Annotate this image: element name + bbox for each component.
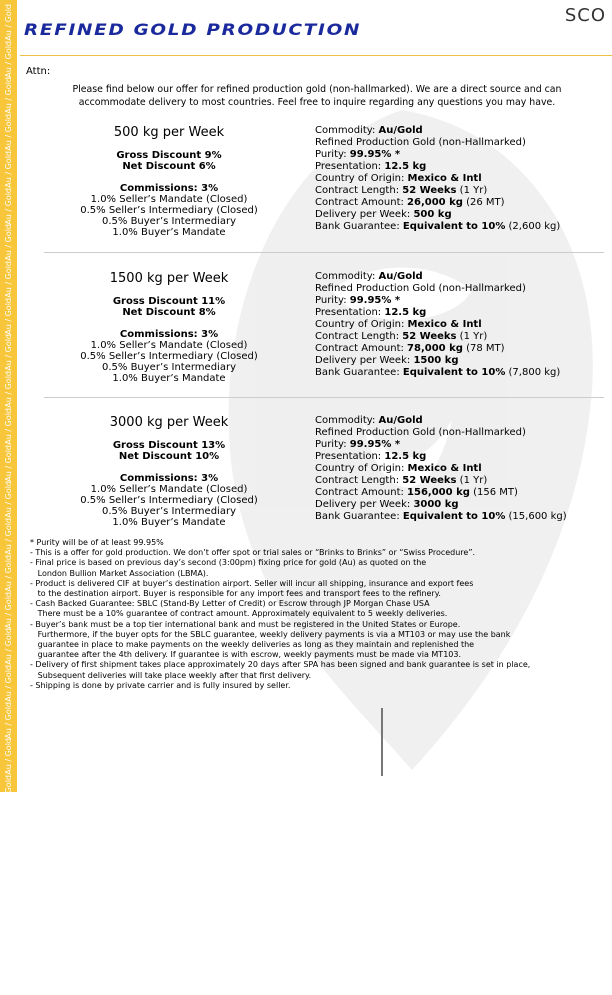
contract-amount-row xyxy=(315,343,610,355)
net-discount: Net Discount 8% xyxy=(122,307,216,318)
field-value: 12.5 kg xyxy=(384,161,427,172)
commission-line: 0.5% Seller’s Intermediary (Closed) xyxy=(80,495,258,506)
sidebar-label: Au / Gold xyxy=(4,701,13,739)
field-label: Bank Guarantee: xyxy=(315,367,403,378)
sidebar-label: Au / Gold xyxy=(4,77,13,115)
field-label: Purity: xyxy=(315,149,350,160)
delivery-row xyxy=(315,499,610,511)
note-line: - Product is delivered CIF at buyer’s destination airport. Seller will incur all shipping, insurance and export fees xyxy=(30,578,474,588)
attn-label: Attn: xyxy=(26,66,51,77)
delivery-row xyxy=(315,209,610,221)
contract-amount-row xyxy=(315,197,610,209)
note-line: London Bullion Market Association (LBMA). xyxy=(30,568,209,578)
field-value: 26,000 kg xyxy=(407,197,463,208)
sidebar-label: Au / Gold xyxy=(4,297,13,335)
field-value: Equivalent to 10% xyxy=(402,367,506,378)
field-label: Delivery per Week: xyxy=(315,499,414,510)
presentation-row xyxy=(315,161,610,173)
field-value: 12.5 kg xyxy=(384,451,427,462)
field-value: 52 Weeks xyxy=(402,331,457,342)
note-line: - Buyer’s bank must be a top tier international bank and must be registered in the United States or Europe. xyxy=(30,619,461,629)
commissions-heading: Commissions: 3% xyxy=(119,473,219,484)
title-rule xyxy=(20,55,612,56)
field-label: Contract Amount: xyxy=(315,487,408,498)
sidebar-label: Au / Gold xyxy=(4,224,13,262)
field-label: Presentation: xyxy=(315,307,385,318)
sidebar-label: Au / Gold xyxy=(4,114,13,151)
field-label: Contract Amount: xyxy=(315,197,408,208)
contract-amount-row xyxy=(315,487,610,499)
commission-line: 0.5% Buyer’s Intermediary xyxy=(101,362,236,373)
net-discount: Net Discount 10% xyxy=(118,451,220,462)
field-value: 52 Weeks xyxy=(402,475,457,486)
terms-notes xyxy=(30,538,610,691)
intro-line: Please find below our offer for refined production gold (non-hallmarked). We are a direct source and can xyxy=(72,84,562,95)
product-row: Refined Production Gold (non-Hallmarked) xyxy=(315,283,526,294)
field-label: Commodity: xyxy=(315,415,379,426)
product-row: Refined Production Gold (non-Hallmarked) xyxy=(315,137,526,148)
commission-line: 0.5% Buyer’s Intermediary xyxy=(101,216,236,227)
commission-line: 1.0% Buyer’s Mandate xyxy=(112,227,226,238)
guarantee-row xyxy=(315,367,610,379)
field-value: 78,000 kg xyxy=(407,343,463,354)
commission-line: 0.5% Buyer’s Intermediary xyxy=(101,506,236,517)
purity-row xyxy=(315,295,610,307)
offer-details xyxy=(315,271,610,379)
contract-length-row xyxy=(315,475,610,487)
field-value: 156,000 kg xyxy=(407,487,470,498)
field-label: Bank Guarantee: xyxy=(315,511,403,522)
guarantee-row xyxy=(315,511,610,523)
page-title: REFINED GOLD PRODUCTION xyxy=(24,20,362,39)
field-value: Equivalent to 10% xyxy=(402,511,506,522)
note-line: - This is a offer for gold production. We don’t offer spot or trial sales or “Brinks to Brinks” or “Swiss Procedure”. xyxy=(30,548,476,558)
net-discount: Net Discount 6% xyxy=(122,161,216,172)
origin-row xyxy=(315,463,610,475)
commission-line: 1.0% Seller’s Mandate (Closed) xyxy=(90,340,248,351)
origin-row xyxy=(315,173,610,185)
field-extra: (1 Yr) xyxy=(456,331,488,342)
note-line: Furthermore, if the buyer opts for the SBLC guarantee, weekly delivery payments is via a MT103 or may use the bank xyxy=(30,629,511,639)
offer-summary xyxy=(24,270,314,384)
field-value: Mexico & Intl xyxy=(407,319,482,330)
sidebar-label: Au / Gold xyxy=(4,848,13,886)
field-label: Presentation: xyxy=(315,161,385,172)
contract-length-row xyxy=(315,185,610,197)
presentation-row xyxy=(315,307,610,319)
commission-line: 0.5% Seller’s Intermediary (Closed) xyxy=(80,205,258,216)
commodity-row xyxy=(315,415,610,427)
field-label: Purity: xyxy=(315,439,350,450)
note-line: - Shipping is done by private carrier and is fully insured by seller. xyxy=(30,680,291,690)
sidebar-label: Au / Gold xyxy=(4,261,13,298)
field-label: Country of Origin: xyxy=(315,463,408,474)
field-value: 99.95% * xyxy=(349,295,401,306)
field-extra: (78 MT) xyxy=(462,343,505,354)
guarantee-row xyxy=(315,221,610,233)
sidebar-label: Au / Gold xyxy=(4,334,13,372)
offer-heading: 3000 kg per Week xyxy=(109,415,229,430)
purity-row xyxy=(315,149,610,161)
note-line: - Final price is based on previous day’s second (3:00pm) fixing price for gold (Au) as quoted on the xyxy=(30,558,427,568)
commissions-heading: Commissions: 3% xyxy=(119,329,219,340)
field-extra: (15,600 kg) xyxy=(505,511,567,522)
sidebar-label: Au / Gold xyxy=(4,664,13,702)
commissions-heading: Commissions: 3% xyxy=(119,183,219,194)
purity-row xyxy=(315,439,610,451)
note-line: to the destination airport. Buyer is responsible for any import fees and transport fees to the refinery. xyxy=(30,589,441,599)
field-label: Contract Length: xyxy=(315,185,403,196)
delivery-row xyxy=(315,355,610,367)
field-extra: (1 Yr) xyxy=(456,475,488,486)
commission-line: 0.5% Seller’s Intermediary (Closed) xyxy=(80,351,258,362)
field-value: Au/Gold xyxy=(378,125,423,136)
sidebar-label: Au / Gold xyxy=(4,958,13,995)
sidebar-label: Au / Gold xyxy=(4,591,13,629)
field-extra: (26 MT) xyxy=(462,197,505,208)
sidebar-label: Au / Gold xyxy=(4,628,13,665)
sidebar-label: Au / Gold xyxy=(4,811,13,849)
offer-summary xyxy=(24,414,314,528)
field-value: Au/Gold xyxy=(378,415,423,426)
field-value: Au/Gold xyxy=(378,271,423,282)
note-line: There must be a 10% guarantee of contract amount. Approximately equivalent to 5 weekly deliveries. xyxy=(30,609,448,619)
field-label: Country of Origin: xyxy=(315,319,408,330)
section-divider xyxy=(44,397,604,398)
field-label: Commodity: xyxy=(315,125,379,136)
intro-line: accommodate delivery to most countries. Feel free to inquire regarding any questions you may have. xyxy=(78,97,556,108)
product-row: Refined Production Gold (non-Hallmarked) xyxy=(315,427,526,438)
field-label: Presentation: xyxy=(315,451,385,462)
offer-heading: 1500 kg per Week xyxy=(109,271,229,286)
field-value: 52 Weeks xyxy=(402,185,457,196)
field-label: Delivery per Week: xyxy=(315,355,414,366)
sidebar-label: Au / Gold xyxy=(4,371,13,408)
bottom-divider xyxy=(381,708,383,776)
field-value: 1500 kg xyxy=(413,355,459,366)
note-line: Subsequent deliveries will take place weekly after that first delivery. xyxy=(30,670,312,680)
sidebar-label: Au / Gold xyxy=(4,407,13,445)
field-label: Delivery per Week: xyxy=(315,209,414,220)
field-extra: (7,800 kg) xyxy=(505,367,561,378)
brand-logo-text: SCO xyxy=(564,5,606,26)
field-value: Mexico & Intl xyxy=(407,463,482,474)
field-label: Bank Guarantee: xyxy=(315,221,403,232)
sidebar-strip xyxy=(0,0,17,995)
sidebar-label: Au / Gold xyxy=(4,187,13,225)
field-value: Mexico & Intl xyxy=(407,173,482,184)
contract-length-row xyxy=(315,331,610,343)
field-value: 12.5 kg xyxy=(384,307,427,318)
note-line: guarantee in place to make payments on the weekly deliveries as long as they maintain and replenished the xyxy=(30,640,475,650)
field-extra: (156 MT) xyxy=(469,487,518,498)
field-value: 3000 kg xyxy=(413,499,459,510)
note-line: * Purity will be of at least 99.95% xyxy=(30,538,164,547)
offer-details xyxy=(315,415,610,523)
field-value: Equivalent to 10% xyxy=(402,221,506,232)
offer-details xyxy=(315,125,610,233)
field-label: Commodity: xyxy=(315,271,379,282)
sidebar-label: Au / Gold xyxy=(4,518,13,555)
sidebar-labels xyxy=(2,0,15,995)
note-line: guarantee after the 4th delivery. If guarantee is with escrow, weekly payments must be made via MT103. xyxy=(30,650,462,660)
sidebar-label: Au / Gold xyxy=(4,40,13,78)
sidebar-label: Au / Gold xyxy=(4,444,13,482)
gross-discount: Gross Discount 13% xyxy=(112,440,226,451)
field-label: Country of Origin: xyxy=(315,173,408,184)
gross-discount: Gross Discount 11% xyxy=(112,296,226,307)
commission-line: 1.0% Seller’s Mandate (Closed) xyxy=(90,484,248,495)
sidebar-label: Au / Gold xyxy=(4,481,13,519)
sidebar-label: Au / Gold xyxy=(4,150,13,188)
field-label: Contract Length: xyxy=(315,331,403,342)
offer-heading: 500 kg per Week xyxy=(113,125,225,140)
field-extra: (1 Yr) xyxy=(456,185,488,196)
field-label: Contract Length: xyxy=(315,475,403,486)
field-value: 99.95% * xyxy=(349,439,401,450)
note-line: - Delivery of first shipment takes place approximately 20 days after SPA has been signed and bank guarantee is set in place, xyxy=(30,660,531,670)
commodity-row xyxy=(315,271,610,283)
sidebar-label: Au / Gold xyxy=(4,554,13,592)
gross-discount: Gross Discount 9% xyxy=(116,150,222,161)
field-label: Contract Amount: xyxy=(315,343,408,354)
commission-line: 1.0% Buyer’s Mandate xyxy=(112,517,226,528)
presentation-row xyxy=(315,451,610,463)
commission-line: 1.0% Buyer’s Mandate xyxy=(112,373,226,384)
note-line: - Cash Backed Guarantee: SBLC (Stand-By Letter of Credit) or Escrow through JP Morgan Chase USA xyxy=(30,599,430,609)
sidebar-label: Au / Gold xyxy=(4,921,13,959)
commodity-row xyxy=(315,125,610,137)
origin-row xyxy=(315,319,610,331)
section-divider xyxy=(44,252,604,253)
sidebar-label: Au / Gold xyxy=(4,738,13,776)
field-extra: (2,600 kg) xyxy=(505,221,561,232)
intro-paragraph xyxy=(24,83,610,109)
sidebar-label: Au / Gold xyxy=(4,885,13,922)
sidebar-label: Au / Gold xyxy=(4,4,13,41)
offer-summary xyxy=(24,124,314,238)
commission-line: 1.0% Seller’s Mandate (Closed) xyxy=(90,194,248,205)
sidebar-label: Au / Gold xyxy=(4,775,13,812)
field-label: Purity: xyxy=(315,295,350,306)
field-value: 99.95% * xyxy=(349,149,401,160)
field-value: 500 kg xyxy=(413,209,452,220)
